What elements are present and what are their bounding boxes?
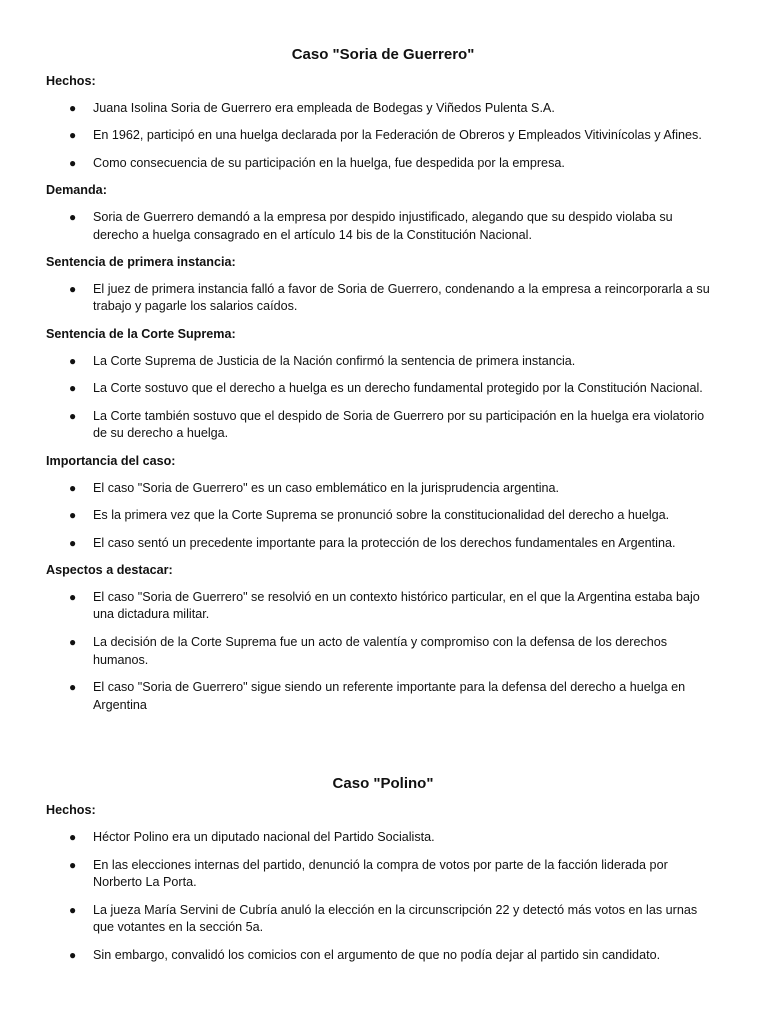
bullet-list bbox=[46, 353, 720, 443]
bullet-icon: ● bbox=[69, 209, 77, 224]
list-item bbox=[46, 281, 720, 316]
section-heading: Demanda: bbox=[46, 183, 107, 198]
list-item-text: Soria de Guerrero demandó a la empresa por despido injustificado, alegando que su despido violaba su derecho a huelga consagrado en el artículo 14 bis de la Constitución Nacional. bbox=[93, 209, 673, 242]
section-heading: Importancia del caso: bbox=[46, 453, 176, 468]
bullet-icon: ● bbox=[69, 381, 77, 396]
bullet-list bbox=[46, 100, 720, 173]
section bbox=[46, 182, 720, 244]
list-item-text: Héctor Polino era un diputado nacional del Partido Socialista. bbox=[93, 830, 435, 845]
section-heading: Aspectos a destacar: bbox=[46, 563, 173, 578]
bullet-icon: ● bbox=[69, 830, 77, 845]
bullet-icon: ● bbox=[69, 100, 77, 115]
list-item-text: El caso sentó un precedente importante para la protección de los derechos fundamentales en Argentina. bbox=[93, 535, 676, 550]
list-item bbox=[46, 209, 720, 244]
section-heading: Sentencia de primera instancia: bbox=[46, 255, 236, 270]
bullet-list bbox=[46, 829, 720, 965]
section bbox=[46, 326, 720, 443]
section-heading: Sentencia de la Corte Suprema: bbox=[46, 326, 236, 341]
case-soria-title: Caso "Soria de Guerrero" bbox=[291, 46, 475, 63]
bullet-list bbox=[46, 480, 720, 553]
list-item bbox=[46, 353, 720, 371]
list-item bbox=[46, 589, 720, 624]
bullet-icon: ● bbox=[69, 353, 77, 368]
section bbox=[46, 802, 720, 964]
bullet-icon: ● bbox=[69, 408, 77, 423]
bullet-icon: ● bbox=[69, 535, 77, 550]
list-item-text: El caso "Soria de Guerrero" sigue siendo un referente importante para la defensa del derecho a huelga en Argentina bbox=[93, 680, 686, 712]
bullet-list bbox=[46, 281, 720, 316]
list-item bbox=[46, 535, 720, 553]
list-item bbox=[46, 857, 720, 892]
list-item bbox=[46, 100, 720, 118]
list-item-text: La Corte sostuvo que el derecho a huelga es un derecho fundamental protegido por la Constitución Nacional. bbox=[93, 381, 703, 396]
section-heading: Hechos: bbox=[46, 803, 96, 818]
list-item-text: El caso "Soria de Guerrero" es un caso emblemático en la jurisprudencia argentina. bbox=[93, 480, 560, 495]
list-item-text: La Corte también sostuvo que el despido de Soria de Guerrero por su participación en la huelga era violatorio de su derecho a huelga. bbox=[93, 408, 705, 441]
bullet-icon: ● bbox=[69, 508, 77, 523]
case-polino-body bbox=[46, 802, 720, 964]
list-item bbox=[46, 155, 720, 173]
list-item bbox=[46, 408, 720, 443]
bullet-icon: ● bbox=[69, 589, 77, 604]
list-item bbox=[46, 679, 720, 714]
bullet-icon: ● bbox=[69, 480, 77, 495]
list-item bbox=[46, 127, 720, 145]
list-item-text: Como consecuencia de su participación en la huelga, fue despedida por la empresa. bbox=[93, 155, 565, 170]
case-polino-title: Caso "Polino" bbox=[332, 775, 434, 793]
case-soria-body bbox=[46, 73, 720, 714]
bullet-list bbox=[46, 589, 720, 715]
bullet-icon: ● bbox=[69, 680, 77, 695]
bullet-icon: ● bbox=[69, 128, 77, 143]
bullet-icon: ● bbox=[69, 635, 77, 650]
list-item-text: El caso "Soria de Guerrero" se resolvió en un contexto histórico particular, en el que la Argentina estaba bajo una dictadura militar. bbox=[93, 589, 700, 622]
list-item-text: La jueza María Servini de Cubría anuló la elección en la circunscripción 22 y detectó más votos en las urnas que votantes en la sección 5a. bbox=[93, 902, 698, 935]
bullet-icon: ● bbox=[69, 281, 77, 296]
list-item-text: La Corte Suprema de Justicia de la Nación confirmó la sentencia de primera instancia. bbox=[93, 353, 576, 368]
list-item-text: En 1962, participó en una huelga declarada por la Federación de Obreros y Empleados Vitivinícolas y Afines. bbox=[93, 128, 702, 143]
section bbox=[46, 562, 720, 714]
list-item bbox=[46, 902, 720, 937]
list-item bbox=[46, 634, 720, 669]
list-item bbox=[46, 947, 720, 965]
section bbox=[46, 73, 720, 172]
list-item-text: Sin embargo, convalidó los comicios con el argumento de que no podía dejar al partido sin candidato. bbox=[93, 948, 661, 962]
bullet-icon: ● bbox=[69, 948, 77, 962]
list-item-text: Es la primera vez que la Corte Suprema se pronunció sobre la constitucionalidad del derecho a huelga. bbox=[93, 508, 670, 523]
bullet-icon: ● bbox=[69, 155, 77, 170]
list-item-text: Juana Isolina Soria de Guerrero era empleada de Bodegas y Viñedos Pulenta S.A. bbox=[93, 100, 555, 115]
list-item bbox=[46, 829, 720, 847]
bullet-icon: ● bbox=[69, 857, 77, 872]
bullet-list bbox=[46, 209, 720, 244]
list-item-text: En las elecciones internas del partido, denunció la compra de votos por parte de la facción liderada por Norberto La Porta. bbox=[93, 857, 668, 890]
list-item-text: La decisión de la Corte Suprema fue un acto de valentía y compromiso con la defensa de los derechos humanos. bbox=[93, 635, 668, 667]
section-heading: Hechos: bbox=[46, 74, 96, 88]
section bbox=[46, 254, 720, 316]
list-item bbox=[46, 480, 720, 498]
bullet-icon: ● bbox=[69, 902, 77, 917]
list-item-text: El juez de primera instancia falló a favor de Soria de Guerrero, condenando a la empresa a reincorporarla a su trabajo y pagarle los salarios caídos. bbox=[93, 281, 710, 314]
list-item bbox=[46, 380, 720, 398]
section bbox=[46, 453, 720, 552]
list-item bbox=[46, 507, 720, 525]
